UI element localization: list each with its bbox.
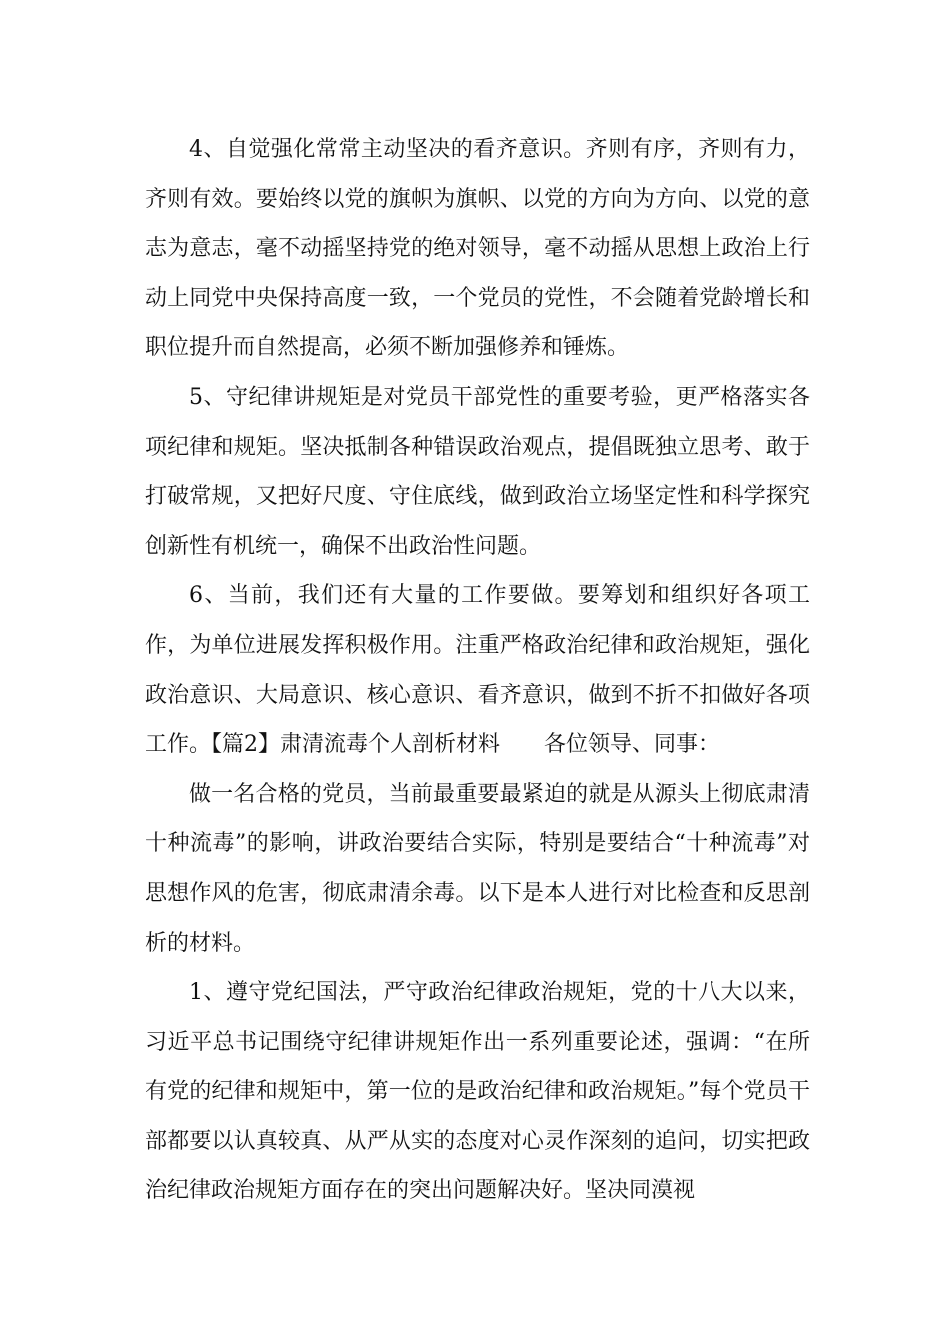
paragraph-5-discipline: 5、守纪律讲规矩是对党员干部党性的重要考验，更严格落实各项纪律和规矩。坚决抵制各种错误政治观点，提倡既独立思考、敢于打破常规，又把好尺度、守住底线，做到政治立场坚定性和科学探究创新性有机统一，确保不出政治性问题。 — [145, 384, 810, 559]
paragraph-6-work: 6、当前，我们还有大量的工作要做。要筹划和组织好各项工作，为单位进展发挥积极作用。注重严格政治纪律和政治规矩，强化政治意识、大局意识、核心意识、看齐意识，做到不折不扣做好各项工作。【篇2】肃清流毒个人剖析材料 各位领导、同事： — [145, 583, 810, 758]
paragraph-1-law: 1、遵守党纪国法，严守政治纪律政治规矩，党的十八大以来，习近平总书记围绕守纪律讲规矩作出一系列重要论述，强调：“在所有党的纪律和规矩中，第一位的是政治纪律和政治规矩。”每个党员干部都要以认真较真、从严从实的态度对心灵作深刻的追问，切实把政治纪律政治规矩方面存在的突出问题解决好。坚决同漠视 — [145, 980, 810, 1204]
paragraph-party-member: 做一名合格的党员，当前最重要最紧迫的就是从源头上彻底肃清十种流毒”的影响，讲政治要结合实际，特别是要结合“十种流毒”对思想作风的危害，彻底肃清余毒。以下是本人进行对比检查和反思剖析的材料。 — [145, 781, 810, 956]
document-body — [145, 125, 810, 1216]
paragraph-4-awareness: 4、自觉强化常常主动坚决的看齐意识。齐则有序，齐则有力，齐则有效。要始终以党的旗帜为旗帜、以党的方向为方向、以党的意志为意志，毫不动摇坚持党的绝对领导，毫不动摇从思想上政治上行动上同党中央保持高度一致，一个党员的党性，不会随着党龄增长和职位提升而自然提高，必须不断加强修养和锤炼。 — [145, 137, 810, 361]
